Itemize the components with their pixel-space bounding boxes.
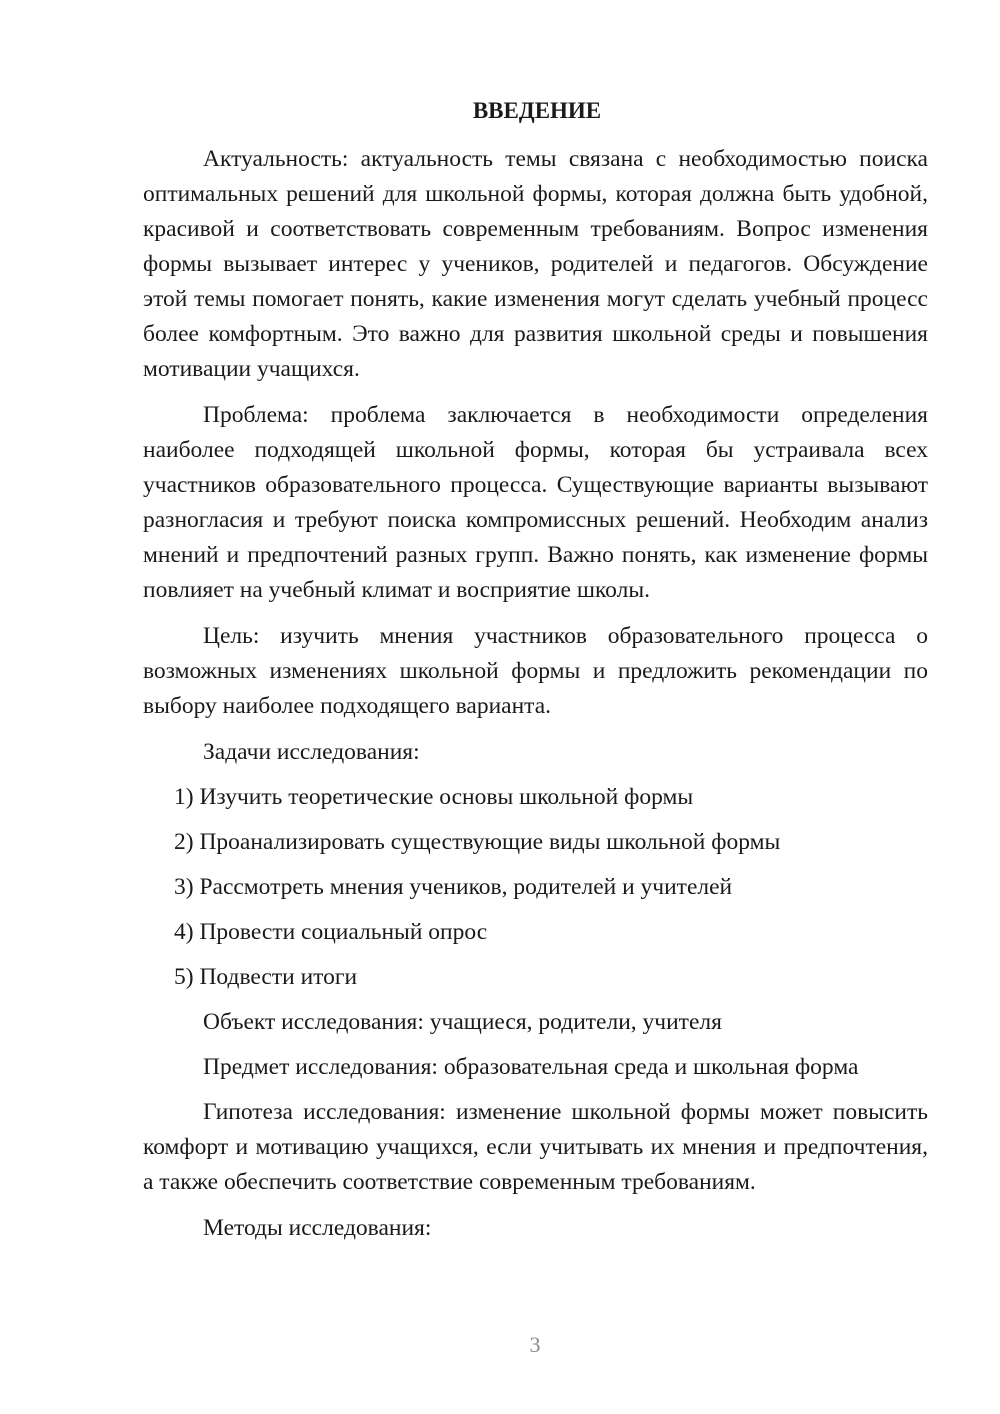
paragraph-subject: Предмет исследования: образовательная среда и школьная форма — [203, 1054, 859, 1080]
paragraph-object: Объект исследования: учащиеся, родители, учителя — [203, 1009, 722, 1035]
list-item: 1) Изучить теоретические основы школьной формы — [174, 784, 694, 810]
page-number: 3 — [529, 1332, 541, 1357]
paragraph-hypothesis: Гипотеза исследования: изменение школьной формы может повысить комфорт и мотивацию учащихся, если учитывать их мнения и предпочтения, а также обеспечить соответствие современным требованиям. — [143, 1099, 928, 1195]
list-item: 3) Рассмотреть мнения учеников, родителей и учителей — [174, 874, 733, 900]
section-heading: ВВЕДЕНИЕ — [472, 98, 602, 123]
list-item: 4) Провести социальный опрос — [174, 919, 488, 945]
paragraph-relevance: Актуальность: актуальность темы связана с необходимостью поиска оптимальных решений для школьной формы, которая должна быть удобной, красивой и соответствовать современным требованиям. Вопрос изменения формы вызывает интерес у учеников, родителей и педагогов. Обсуждение этой темы помогает понять, какие изменения могут сделать учебный процесс более комфортным. Это важно для развития школьной среды и повышения мотивации учащихся. — [143, 146, 928, 382]
list-item: 2) Проанализировать существующие виды школьной формы — [174, 829, 781, 855]
tasks-title: Задачи исследования: — [203, 739, 420, 765]
task-list — [143, 780, 928, 995]
paragraph-goal: Цель: изучить мнения участников образовательного процесса о возможных изменениях школьной формы и предложить рекомендации по выбору наиболее подходящего варианта. — [143, 623, 928, 719]
page-content — [143, 94, 928, 1256]
list-item: 5) Подвести итоги — [174, 964, 358, 990]
paragraph-problem: Проблема: проблема заключается в необходимости определения наиболее подходящей школьной формы, которая бы устраивала всех участников образовательного процесса. Существующие варианты вызывают разногласия и требуют поиска компромиссных решений. Необходим анализ мнений и предпочтений разных групп. Важно понять, как изменение формы повлияет на учебный климат и восприятие школы. — [143, 402, 928, 603]
methods-title: Методы исследования: — [203, 1215, 432, 1241]
